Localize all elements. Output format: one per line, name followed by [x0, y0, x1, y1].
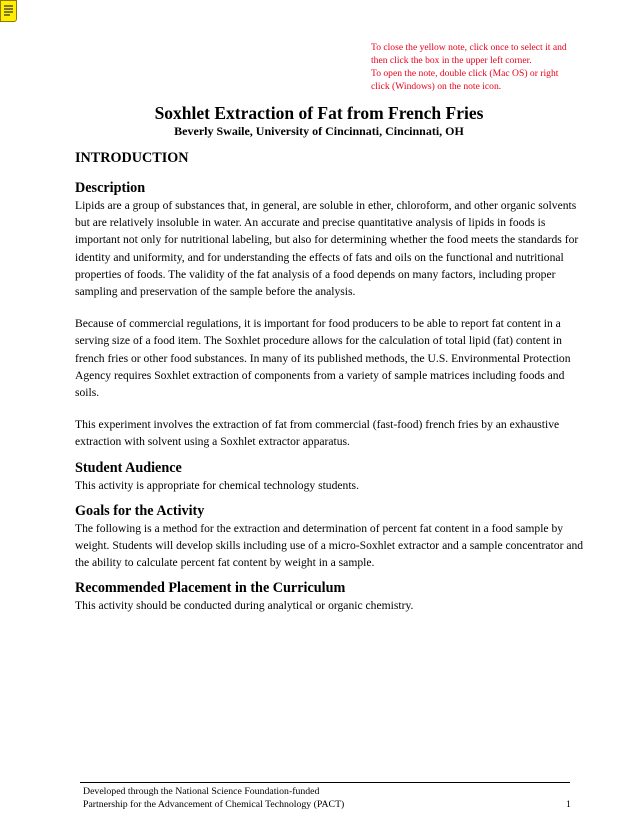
placement-heading: Recommended Placement in the Curriculum	[75, 580, 346, 597]
note-line: then click the box in the upper left corner.	[371, 55, 532, 67]
goals-heading: Goals for the Activity	[75, 502, 205, 519]
footer-line-2: Partnership for the Advancement of Chemical Technology (PACT)	[83, 798, 345, 810]
goals-text: The following is a method for the extraction and determination of percent fat content in a food sample by weight. Students will develop skills including use of a micro-Soxhlet extractor and a sample concentrator and the ability to calculate percent fat content by weight in a sample.	[75, 521, 584, 570]
audience-heading: Student Audience	[75, 459, 182, 476]
document-title: Soxhlet Extraction of Fat from French Fries	[154, 103, 484, 123]
document-body	[75, 150, 585, 615]
sticky-note-icon[interactable]	[0, 0, 17, 22]
note-line: To open the note, double click (Mac OS) or right	[371, 68, 559, 80]
description-heading: Description	[75, 180, 146, 196]
footer	[83, 786, 573, 811]
audience-text: This activity is appropriate for chemical technology students.	[75, 478, 359, 492]
footer-divider	[80, 782, 570, 783]
note-line: To close the yellow note, click once to select it and	[371, 42, 567, 53]
note-line: click (Windows) on the note icon.	[371, 81, 502, 93]
description-paragraph-3: This experiment involves the extraction of fat from commercial (fast-food) french fries by an exhaustive extraction with solvent using a Soxhlet extractor apparatus.	[75, 418, 560, 449]
description-paragraph-2: Because of commercial regulations, it is important for food producers to be able to report fat content in a serving size of a food item. The Soxhlet procedure allows for the calculation of total lipid (fat) content in french fries or other food substances. In many of its published methods, the U.S. Environmental Protection Agency requires Soxhlet extraction of components from a variety of sample matrices including foods and soils.	[75, 317, 571, 400]
author-line: Beverly Swaile, University of Cincinnati, Cincinnati, OH	[174, 124, 464, 138]
description-paragraph-1: Lipids are a group of substances that, in general, are soluble in ether, chloroform, and other organic solvents but are relatively insoluble in water. An accurate and precise quantitative analysis of lipids in foods is important not only for nutritional labeling, but also for determining whether the food meets the standards for identity and uniformity, and for understanding the effects of fats and oils on the functional and nutritional properties of foods. The validity of the fat analysis of a food depends on many factors, including proper sampling and preservation of the sample before the analysis.	[75, 199, 579, 299]
page-number: 1	[566, 799, 571, 810]
intro-heading: INTRODUCTION	[75, 150, 189, 166]
footer-line-1: Developed through the National Science Foundation-funded	[83, 786, 320, 797]
note-text	[371, 41, 611, 93]
placement-text: This activity should be conducted during analytical or organic chemistry.	[75, 599, 414, 613]
